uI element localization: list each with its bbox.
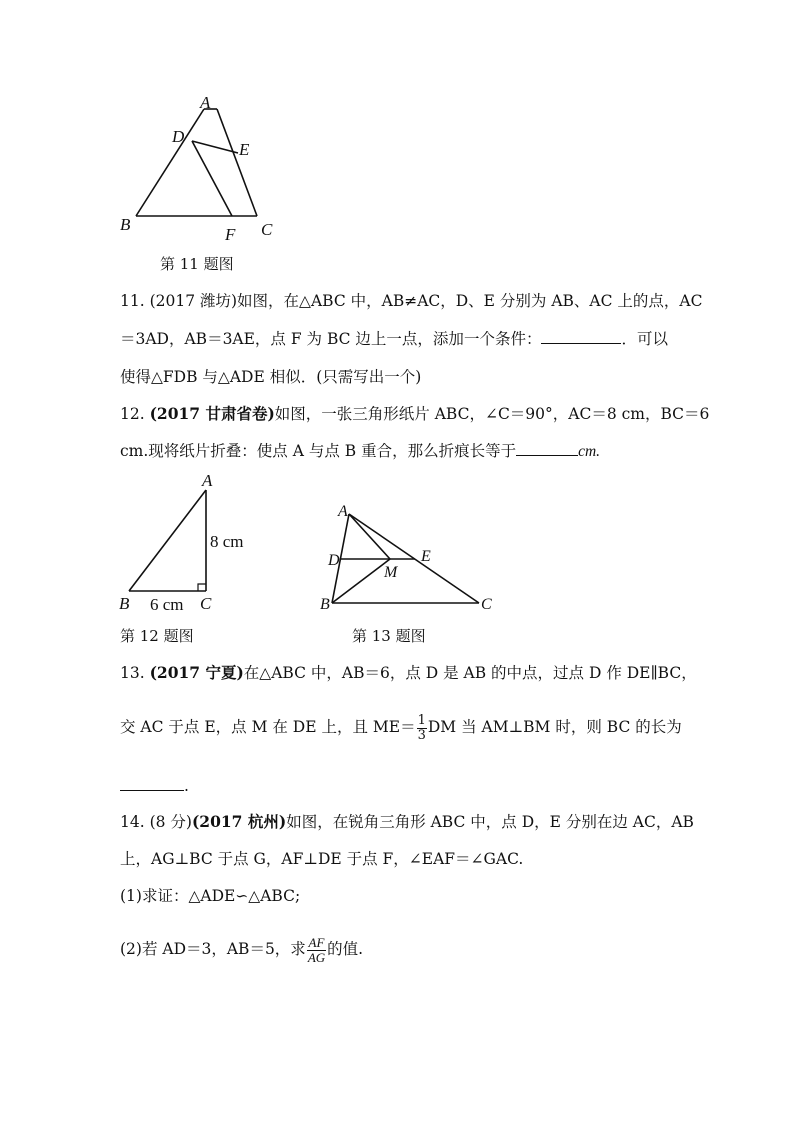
q13-frac-den: 3 [417,727,426,743]
figure-13 [320,500,500,618]
q12-line1 [120,404,709,424]
q11-answer-blank[interactable] [541,329,621,344]
fig11-label-b: B [120,215,131,234]
q14-part2-b: 的值. [327,940,364,958]
q13-num: 13. [120,664,150,682]
q11-line3: 使得△FDB 与△ADE 相似．(只需写出一个) [120,368,422,386]
fig12-side-ab [129,490,206,591]
q14-frac-num: AF [308,934,325,950]
q13-line2 [120,712,682,743]
q13-line3-end: . [184,777,189,795]
fig12-right-angle-mark [198,584,206,591]
q13-source: (2017 宁夏) [149,663,244,682]
fig13-label-d: D [328,552,340,569]
q13-line3 [120,776,189,796]
q12-line2-b: cm. [578,443,601,460]
q14-line1-rest: 如图，在锐角三角形 ABC 中，点 D，E 分别在边 AC，AB [286,813,694,831]
fig11-label-c: C [261,220,273,239]
q14-frac-den: AG [307,949,326,965]
q14-source: (2017 杭州) [191,812,287,831]
q14-line1 [120,812,694,832]
fig13-caption: 第 13 题图 [352,627,426,645]
fig11-segment-df [192,141,232,216]
fig11-caption: 第 11 题图 [160,255,234,273]
q12-line1-rest: 如图，一张三角形纸片 ABC，∠C＝90°，AC＝8 cm，BC＝6 [274,405,710,423]
fig11-label-a: A [200,95,211,112]
q11-line2-a: ＝3AD，AB＝3AE，点 F 为 BC 边上一点，添加一个条件： [120,330,542,348]
fig13-label-b: B [320,596,330,613]
q12-line2-a: cm.现将纸片折叠：使点 A 与点 B 重合，那么折痕长等于 [120,442,517,460]
q13-line1 [120,663,697,683]
q14-line2: 上，AG⊥BC 于点 G，AF⊥DE 于点 F，∠EAF＝∠GAC. [120,850,524,868]
q13-line1-rest: 在△ABC 中，AB＝6，点 D 是 AB 的中点，过点 D 作 DE∥BC， [243,664,697,682]
fig13-label-a: A [338,503,348,520]
fig12-label-c: C [200,594,212,613]
q13-line2-a: 交 AC 于点 E，点 M 在 DE 上，且 ME＝ [120,718,416,736]
fig12-label-b: B [119,594,130,613]
q14-fraction [307,936,326,965]
q11-line2 [120,329,668,349]
fig11-label-e: E [239,140,250,159]
fig13-segment-am [349,514,390,559]
q13-frac-num: 1 [417,712,426,728]
fig11-label-f: F [225,225,236,244]
figure-12 [112,470,262,618]
q14-num: 14. (8 分) [120,813,192,831]
q13-fraction [417,714,427,743]
fig13-label-c: C [481,596,492,613]
fig12-caption: 第 12 题图 [120,627,194,645]
fig12-side-bc-label: 6 cm [150,595,184,614]
q14-part2-a: (2)若 AD＝3，AB＝5，求 [120,940,306,958]
q11-line1: 11. (2017 潍坊)如图，在△ABC 中，AB≠AC，D、E 分别为 AB、AC 上的点，AC [120,292,703,310]
fig13-label-e: E [421,548,431,565]
q14-part2 [120,934,363,965]
q12-line2 [120,441,600,462]
figure-11 [112,95,287,245]
q14-part1: (1)求证：△ADE∽△ABC; [120,887,301,905]
fig12-label-a: A [202,471,213,490]
fig13-segment-bm [332,559,390,603]
q12-answer-blank[interactable] [516,441,578,456]
q11-line2-b: ．可以 [621,330,668,348]
fig11-label-d: D [172,127,185,146]
fig11-side-ab [136,109,204,216]
q13-line2-b: DM 当 AM⊥BM 时，则 BC 的长为 [427,718,682,736]
fig12-side-ac-label: 8 cm [210,532,244,551]
q12-source: (2017 甘肃省卷) [149,404,275,423]
fig13-label-m: M [384,564,398,581]
q13-answer-blank[interactable] [120,776,184,791]
q12-num: 12. [120,405,150,423]
